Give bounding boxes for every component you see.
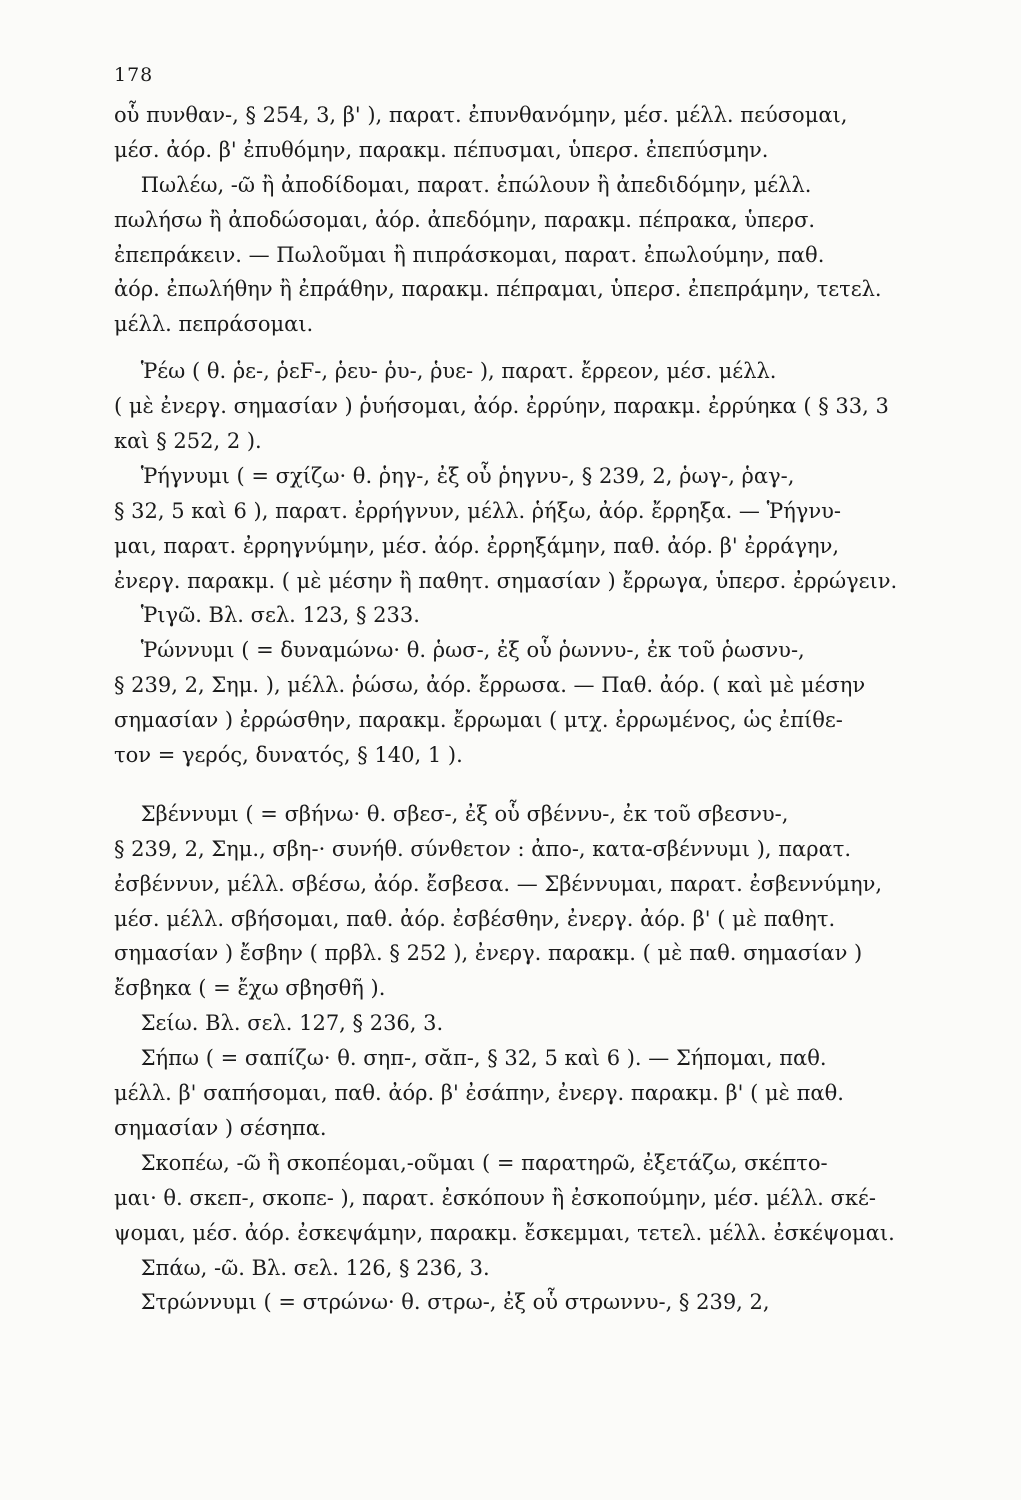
text-line: ( μὲ ἐνεργ. σημασίαν ) ῥυήσομαι, ἀόρ. ἐρρύην, παρακμ. ἐρρύηκα ( § 33, 3 [114, 394, 889, 419]
text-line: ἀόρ. ἐπωλήθην ἢ ἐπράθην, παρακμ. πέπραμαι, ὑπερσ. ἐπεπράμην, τετελ. [114, 277, 882, 302]
text-line: μαι· θ. σκεπ-, σκοπε- ), παρατ. ἐσκόπουν ἢ ἐσκοπούμην, μέσ. μέλλ. σκέ- [114, 1185, 876, 1210]
text-line: ἐνεργ. παρακμ. ( μὲ μέσην ἢ παθητ. σημασίαν ) ἔρρωγα, ὑπερσ. ἐρρώγειν. [114, 568, 898, 593]
dictionary-text [114, 98, 962, 1320]
text-line: § 32, 5 καὶ 6 ), παρατ. ἐρρήγνυν, μέλλ. ῥήξω, ἀόρ. ἔρρηξα. — Ῥήγνυ- [114, 498, 841, 523]
text-line: ἐπεπράκειν. — Πωλοῦμαι ἢ πιπράσκομαι, παρατ. ἐπωλούμην, παθ. [114, 242, 825, 267]
page-number: 178 [114, 64, 154, 86]
text-line: μέλλ. πεπράσομαι. [114, 312, 314, 337]
text-line: Σπάω, -ῶ. Βλ. σελ. 126, § 236, 3. [114, 1255, 490, 1280]
text-line: Πωλέω, -ῶ ἢ ἀποδίδομαι, παρατ. ἐπώλουν ἢ ἀπεδιδόμην, μέλλ. [114, 172, 812, 197]
text-line: πωλήσω ἢ ἀποδώσομαι, ἀόρ. ἀπεδόμην, παρακμ. πέπρακα, ὑπερσ. [114, 207, 816, 232]
text-line: σημασίαν ) σέσηπα. [114, 1115, 327, 1140]
text-line: Σκοπέω, -ῶ ἢ σκοπέομαι,-οῦμαι ( = παρατηρῶ, ἐξετάζω, σκέπτο- [114, 1150, 828, 1175]
text-line: Στρώννυμι ( = στρώνω· θ. στρω-, ἐξ οὗ στρωννυ-, § 239, 2, [114, 1290, 770, 1315]
text-line: μέσ. ἀόρ. β' ἐπυθόμην, παρακμ. πέπυσμαι, ὑπερσ. ἐπεπύσμην. [114, 137, 769, 162]
text-line: Σήπω ( = σαπίζω· θ. σηπ-, σᾰπ-, § 32, 5 καὶ 6 ). — Σήπομαι, παθ. [114, 1046, 827, 1071]
text-line: Σείω. Βλ. σελ. 127, § 236, 3. [114, 1011, 444, 1036]
text-line: ψομαι, μέσ. ἀόρ. ἐσκεψάμην, παρακμ. ἔσκεμμαι, τετελ. μέλλ. ἐσκέψομαι. [114, 1220, 895, 1245]
text-line: ἐσβέννυν, μέλλ. σβέσω, ἀόρ. ἔσβεσα. — Σβέννυμαι, παρατ. ἐσβεννύμην, [114, 871, 883, 896]
text-line: Ῥήγνυμι ( = σχίζω· θ. ῥηγ-, ἐξ οὗ ῥηγνυ-, § 239, 2, ῥωγ-, ῥαγ-, [114, 463, 795, 488]
text-line: μαι, παρατ. ἐρρηγνύμην, μέσ. ἀόρ. ἐρρηξάμην, παθ. ἀόρ. β' ἐρράγην, [114, 533, 840, 558]
text-line: ἔσβηκα ( = ἔχω σβησθῆ ). [114, 976, 386, 1001]
text-line: Ῥιγῶ. Βλ. σελ. 123, § 233. [114, 603, 420, 628]
text-line: Ῥώννυμι ( = δυναμώνω· θ. ῥωσ-, ἐξ οὗ ῥωννυ-, ἐκ τοῦ ῥωσνυ-, [114, 638, 805, 663]
text-line: οὗ πυνθαν-, § 254, 3, β' ), παρατ. ἐπυνθανόμην, μέσ. μέλλ. πεύσομαι, [114, 103, 848, 127]
text-line: τον = γερός, δυνατός, § 140, 1 ). [114, 743, 463, 768]
text-line: μέσ. μέλλ. σβήσομαι, παθ. ἀόρ. ἐσβέσθην, ἐνεργ. ἀόρ. β' ( μὲ παθητ. [114, 906, 836, 931]
text-line: Σβέννυμι ( = σβήνω· θ. σβεσ-, ἐξ οὗ σβέννυ-, ἐκ τοῦ σβεσνυ-, [114, 801, 789, 826]
text-line: μέλλ. β' σαπήσομαι, παθ. ἀόρ. β' ἐσάπην, ἐνεργ. παρακμ. β' ( μὲ παθ. [114, 1081, 844, 1106]
text-line: σημασίαν ) ἔσβην ( πρβλ. § 252 ), ἐνεργ. παρακμ. ( μὲ παθ. σημασίαν ) [114, 941, 863, 966]
text-line: καὶ § 252, 2 ). [114, 429, 262, 454]
text-line: § 239, 2, Σημ. ), μέλλ. ῥώσω, ἀόρ. ἔρρωσα. — Παθ. ἀόρ. ( καὶ μὲ μέσην [114, 673, 866, 698]
text-line: Ῥέω ( θ. ῥε-, ῥεϜ-, ῥευ- ῥυ-, ῥυε- ), παρατ. ἔρρεον, μέσ. μέλλ. [114, 359, 777, 384]
text-line: § 239, 2, Σημ., σβη-· συνήθ. σύνθετον : ἀπο-, κατα-σβέννυμι ), παρατ. [114, 836, 852, 861]
text-line: σημασίαν ) ἐρρώσθην, παρακμ. ἔρρωμαι ( μτχ. ἐρρωμένος, ὡς ἐπίθε- [114, 708, 843, 733]
